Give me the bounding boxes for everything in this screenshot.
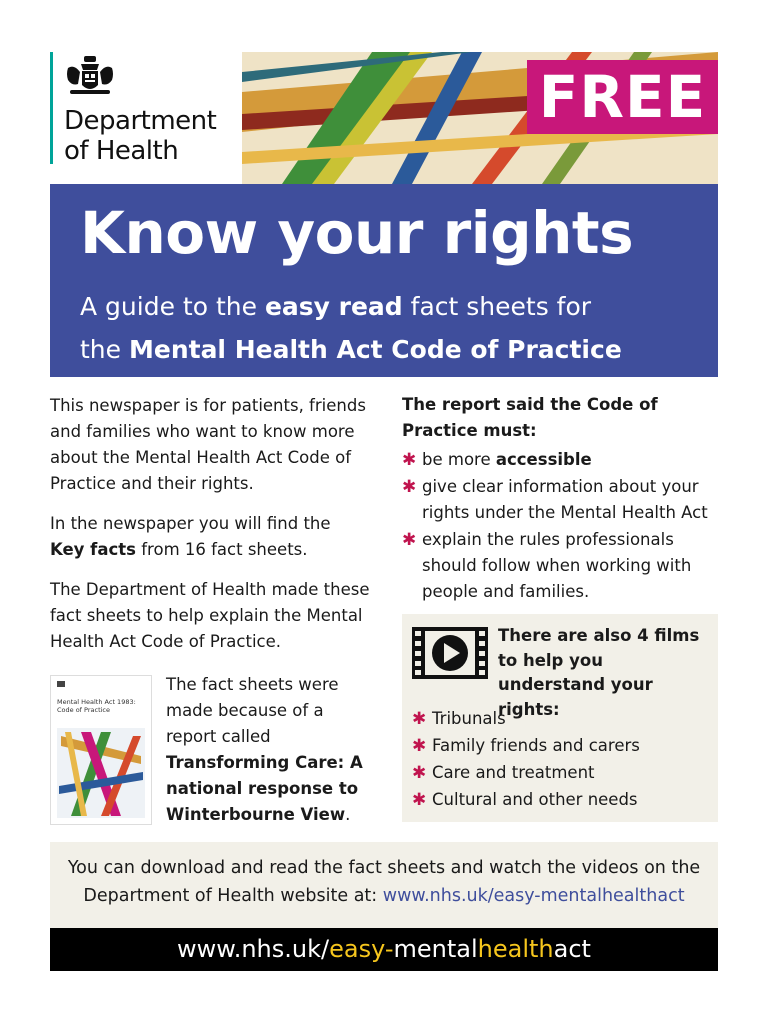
list-item: [412, 706, 712, 732]
asterisk-bullet-icon: ✱: [412, 709, 427, 729]
asterisk-bullet-icon: ✱: [402, 450, 417, 470]
list-item-text: Tribunals: [432, 709, 506, 728]
code-of-practice-cover-thumbnail: [50, 675, 152, 825]
subtitle-emphasis: Mental Health Act Code of Practice: [128, 335, 622, 364]
subtitle-part: A guide to the: [80, 292, 265, 321]
department-paragraph: The Department of Health made these fact sheets to help explain the Mental Health Act Code of Practice.: [50, 580, 370, 651]
subtitle-emphasis: easy read: [264, 292, 403, 321]
films-list: [412, 706, 712, 814]
department-name: [64, 106, 216, 166]
url-part: act: [553, 935, 591, 963]
text-span: In the newspaper you will find the: [50, 514, 331, 533]
list-item: [402, 527, 712, 605]
list-item-text: be more: [422, 450, 496, 469]
asterisk-bullet-icon: ✱: [412, 790, 427, 810]
list-item: [402, 447, 712, 473]
report-heading: The report said the Code of Practice must:: [402, 395, 658, 440]
url-part: mental: [393, 935, 478, 963]
list-item-emphasis: accessible: [495, 450, 592, 469]
list-item-text: Cultural and other needs: [432, 790, 638, 809]
key-facts-emphasis: Key facts: [50, 540, 136, 559]
asterisk-bullet-icon: ✱: [412, 736, 427, 756]
key-facts-paragraph: [50, 511, 370, 563]
subtitle-part: fact sheets for: [402, 292, 592, 321]
list-item: [412, 760, 712, 786]
url-highlight: easy-: [329, 935, 394, 963]
department-of-health-logo: [50, 52, 242, 184]
page-subtitle: [80, 285, 710, 371]
films-box: [402, 614, 718, 822]
download-info-box: [50, 842, 718, 928]
asterisk-bullet-icon: ✱: [402, 530, 417, 550]
page-title: Know your rights: [80, 199, 634, 267]
asterisk-bullet-icon: ✱: [402, 477, 417, 497]
list-item-text: explain the rules professionals should follow when working with people and families.: [422, 530, 692, 601]
title-band: [50, 184, 718, 377]
text-span: from 16 fact sheets.: [136, 540, 308, 559]
intro-paragraph: This newspaper is for patients, friends and families who want to know more about the Mental Health Act Code of Practice and their rights.: [50, 396, 366, 493]
download-text-body: You can download and read the fact sheets and watch the videos on the Department of Health website at:: [67, 858, 701, 906]
list-item-text: Care and treatment: [432, 763, 595, 782]
website-link[interactable]: www.nhs.uk/easy-mentalhealthact: [382, 886, 685, 906]
asterisk-bullet-icon: ✱: [412, 763, 427, 783]
report-requirements-list: [402, 447, 712, 606]
logo-rule: [50, 52, 53, 164]
film-play-icon: [412, 627, 488, 679]
subtitle-part: the: [80, 335, 129, 364]
report-title-emphasis: Transforming Care: A national response to Winterbourne View: [166, 753, 363, 824]
list-item: [402, 474, 712, 526]
list-item: [412, 787, 712, 813]
dept-line-1: Department: [64, 106, 217, 136]
website-url-bar[interactable]: [50, 928, 718, 971]
list-item: [412, 733, 712, 759]
dept-line-2: of Health: [64, 136, 179, 166]
list-item-text: give clear information about your rights under the Mental Health Act: [422, 477, 708, 522]
free-badge: FREE: [527, 60, 718, 134]
cover-title: Mental Health Act 1983: Code of Practice: [57, 698, 136, 714]
text-span: The fact sheets were made because of a report called: [166, 675, 339, 746]
download-text: [60, 854, 708, 910]
url-highlight: health: [477, 935, 554, 963]
report-paragraph: [166, 672, 366, 828]
list-item-text: Family friends and carers: [432, 736, 640, 755]
text-span: .: [345, 805, 351, 824]
url-part: www.nhs.uk/: [177, 935, 330, 963]
films-heading: There are also 4 films to help you understand your rights:: [498, 626, 700, 719]
royal-crest-icon: [64, 54, 116, 100]
